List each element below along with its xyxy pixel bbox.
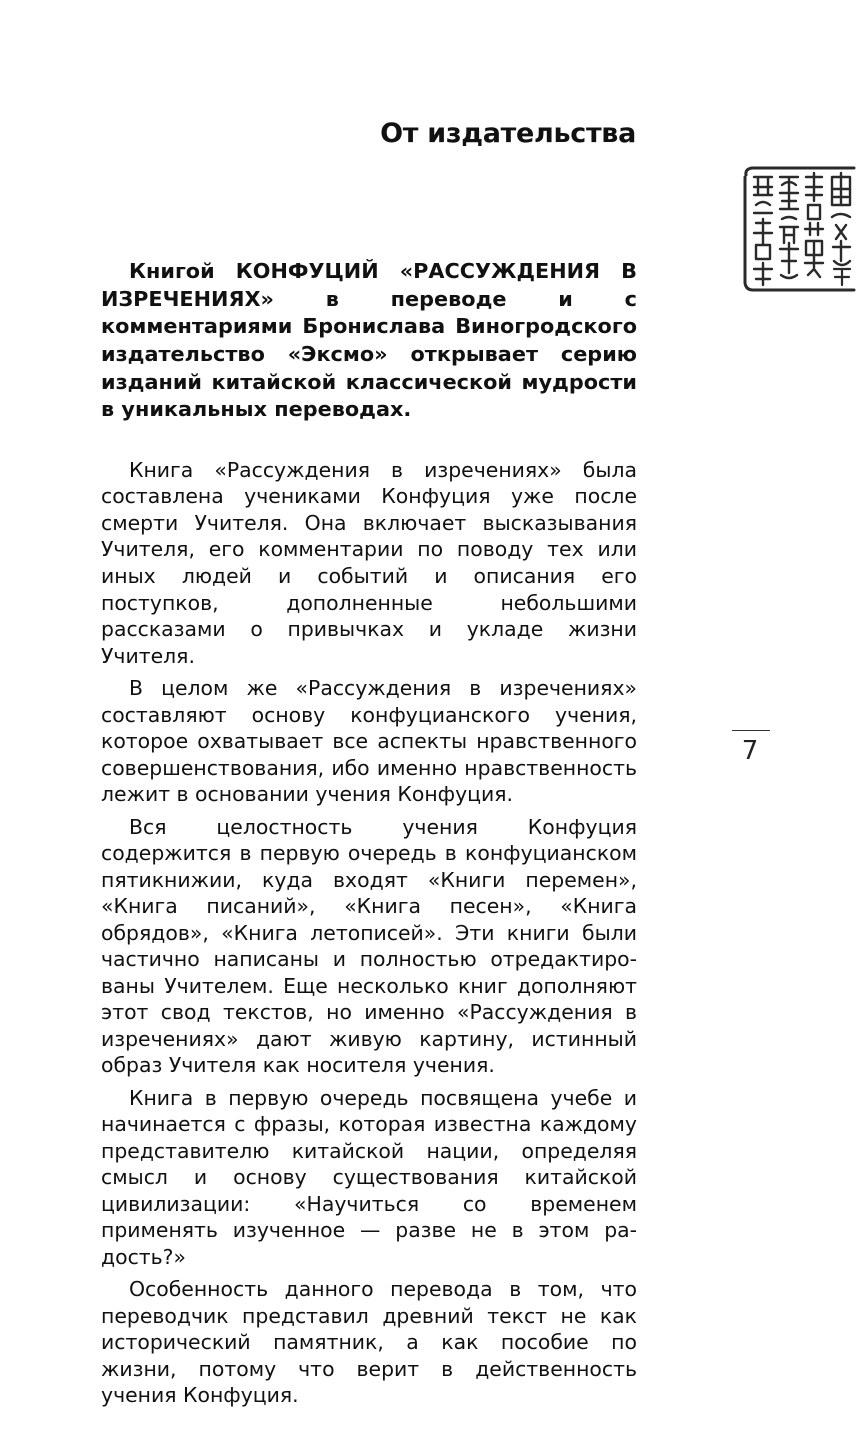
intro-paragraph: Книгой КОНФУЦИЙ «РАССУЖДЕНИЯ В ИЗРЕЧЕНИЯХ» в переводе и с комментариями Бронислава Виногродского издательство «Эксмо» открывает серию изданий китайской классической мудрости в уникальных переводах. [101,259,637,422]
paragraph-5: Особенность данного перевода в том, что переводчик представил древний текст не как исторический памятник, а как пособие по жизни, потому что верит в действенность учения Конфуция. [101,1277,637,1408]
main-text [101,258,637,1415]
paragraph-1: Книга «Рассуждения в изречениях» была составлена учениками Конфуция уже после смерти Учителя. Она включает высказывания Учителя, его комментарии по поводу тех или иных людей и событий и описания его поступков, дополненные небольшими рассказами о привычках и укладе жизни Учителя. [101,457,637,668]
paragraph-4: Книга в первую очередь посвящена учебе и начинается с фразы, которая известна каждому представителю китайской нации, определяя смысл и основу существования китайской цивилизации: «Научиться со временем применять изученное — разве не в этом радость?» [101,1085,637,1269]
page-number: 7 [741,736,759,766]
page-number-rule [732,730,770,731]
paragraph-2: В целом же «Рассуждения в изречениях» составляют основу конфуцианского учения, которое охватывает все аспекты нравственного совершенствования, ибо именно нравственность лежит в основании учения Конфуция. [101,676,637,807]
section-title: От издательства [380,118,636,149]
paragraph-3: Вся целостность учения Конфуция содержится в первую очередь в конфуцианском пятикнижии, куда входят «Книги перемен», «Книга писаний», «Книга песен», «Книга обрядов», «Книга летописей». Эти книги были частично написаны и полностью отредактированы Учителем. Еще несколько книг дополняют этот свод текстов, но именно «Рассуждения в изречениях» дают живую картину, истинный образ Учителя как носителя учения. [101,814,637,1078]
chinese-seal-icon [742,165,857,293]
